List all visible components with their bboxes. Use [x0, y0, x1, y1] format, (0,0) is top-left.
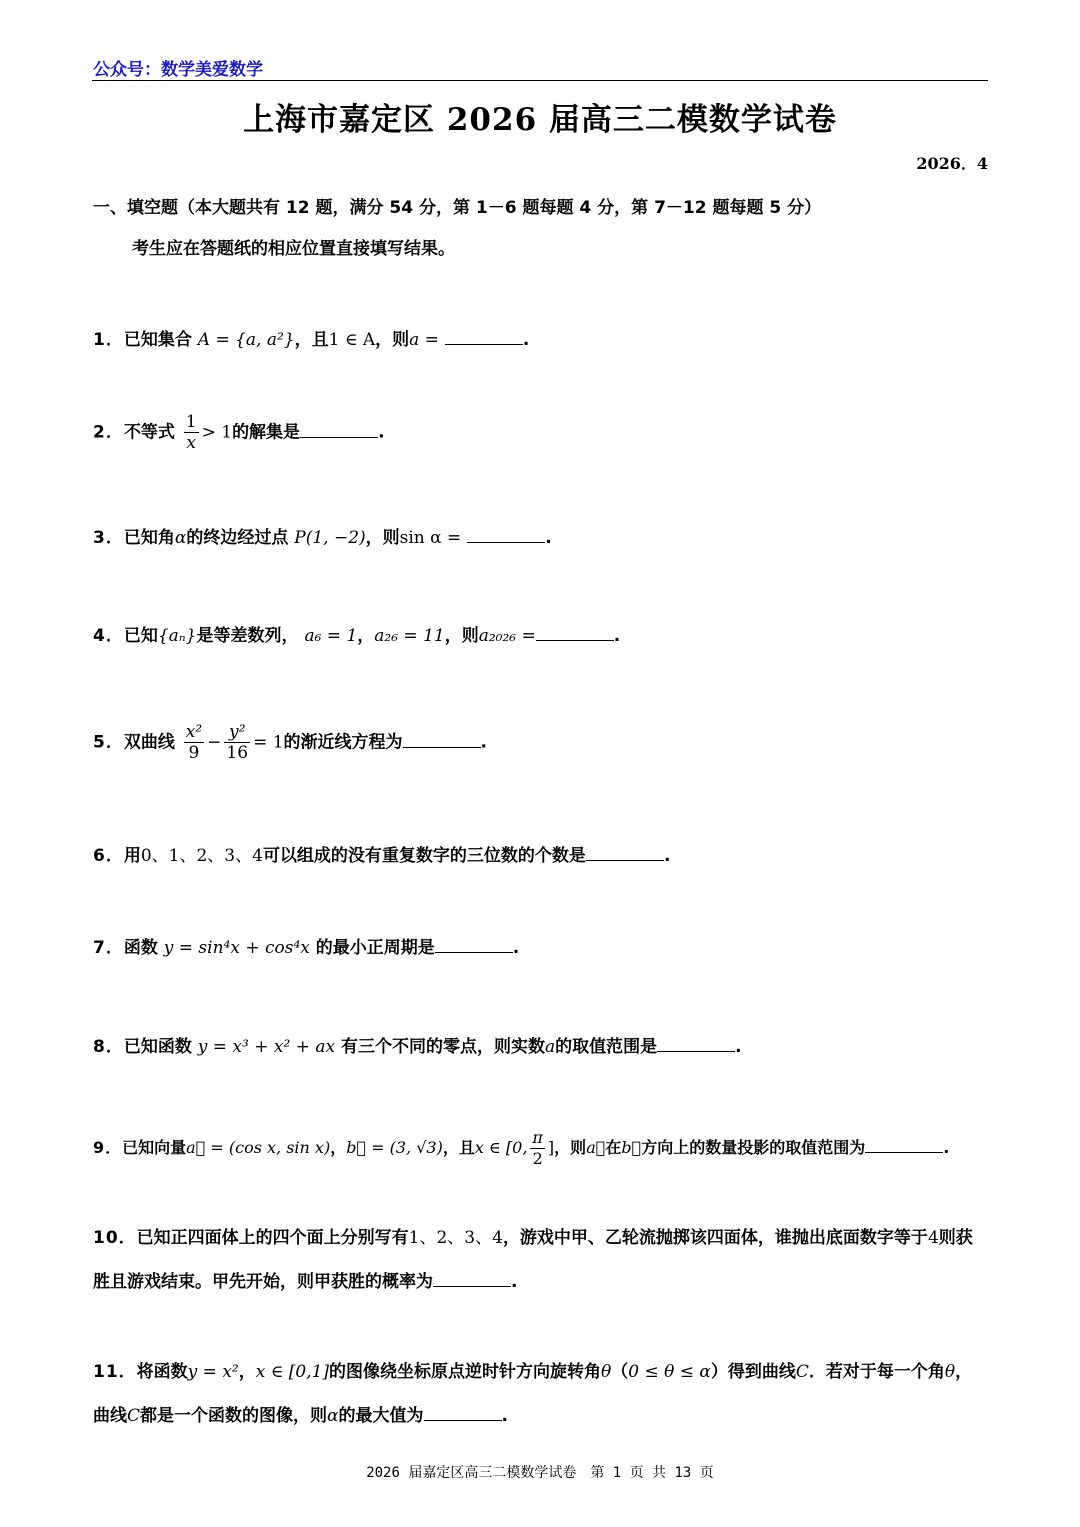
fraction: $\frac{\text{x²}}{9}$: [185, 722, 203, 763]
question-1: 1．已知集合 A = {a, a²}，且1 ∈ A，则a = .: [93, 326, 993, 353]
question-2: 2．不等式 $\frac{1}{x}$ > 1的解集是 .: [93, 412, 385, 453]
answer-blank[interactable]: [300, 419, 378, 438]
answer-blank[interactable]: [433, 1268, 511, 1287]
answer-blank[interactable]: [435, 934, 513, 953]
fraction: $\frac{1}{x}$: [185, 412, 197, 453]
fraction: $\frac{\text{y²}}{16}$: [226, 722, 249, 763]
answer-blank[interactable]: [403, 729, 481, 748]
question-10: 10．已知正四面体上的四个面上分别写有1、2、3、4，游戏中甲、乙轮流抛掷该四面体，谁抛出底面数字等于4则获胜且游戏结束。甲先开始，则甲获胜的概率为 .: [93, 1228, 973, 1292]
section-heading: 一、填空题（本大题共有 12 题，满分 54 分，第 1－6 题每题 4 分，第 7－12 题每题 5 分）: [93, 198, 822, 218]
exam-date: 2026．4: [916, 154, 988, 173]
answer-blank[interactable]: [865, 1134, 943, 1153]
question-7: 7．函数 y = sin⁴x + cos⁴x 的最小正周期是 .: [93, 934, 993, 961]
answer-blank[interactable]: [657, 1033, 735, 1052]
question-6: 6．用0、1、2、3、4可以组成的没有重复数字的三位数的个数是 .: [93, 842, 993, 869]
wechat-account-label: 公众号：数学美爱数学: [93, 60, 263, 80]
fraction: $\frac{\pi}{2}$: [532, 1128, 543, 1168]
header-rule: [92, 80, 988, 81]
answer-blank[interactable]: [536, 622, 614, 641]
answer-blank[interactable]: [467, 524, 545, 543]
answer-blank[interactable]: [586, 842, 664, 861]
answer-blank[interactable]: [445, 326, 523, 345]
question-5: 5．双曲线 $\frac{\text{x²}}{9}$ − $\frac{\text{y²}}{16}$ = 1的渐近线方程为 .: [93, 722, 487, 763]
question-11: 11．将函数y = x²，x ∈ [0,1]的图像绕坐标原点逆时针方向旋转角θ（0 ≤ θ ≤ α）得到曲线C．若对于每一个角θ，曲线C都是一个函数的图像，则α的最大值为 .: [93, 1362, 973, 1426]
question-9: 9．已知向量a⃗ = (cos x, sin x)，b⃗ = (3, √3)，且x ∈ [0, $\frac{\pi}{2}$ ]，则a⃗在b⃗方向上的数量投影的取值范围为 .: [93, 1128, 950, 1168]
section-instruction: 考生应在答题纸的相应位置直接填写结果。: [132, 239, 455, 259]
question-3: 3．已知角α的终边经过点 P(1, −2)，则sin α = .: [93, 524, 993, 551]
exam-title: 上海市嘉定区 2026 届高三二模数学试卷: [243, 102, 837, 138]
answer-blank[interactable]: [424, 1402, 502, 1421]
page-footer: 2026 届嘉定区高三二模数学试卷 第 1 页 共 13 页: [366, 1465, 714, 1481]
question-8: 8．已知函数 y = x³ + x² + ax 有三个不同的零点，则实数a的取值范围是 .: [93, 1033, 993, 1060]
question-4: 4．已知{aₙ}是等差数列， a₆ = 1，a₂₆ = 11，则a₂₀₂₆ = .: [93, 622, 993, 649]
